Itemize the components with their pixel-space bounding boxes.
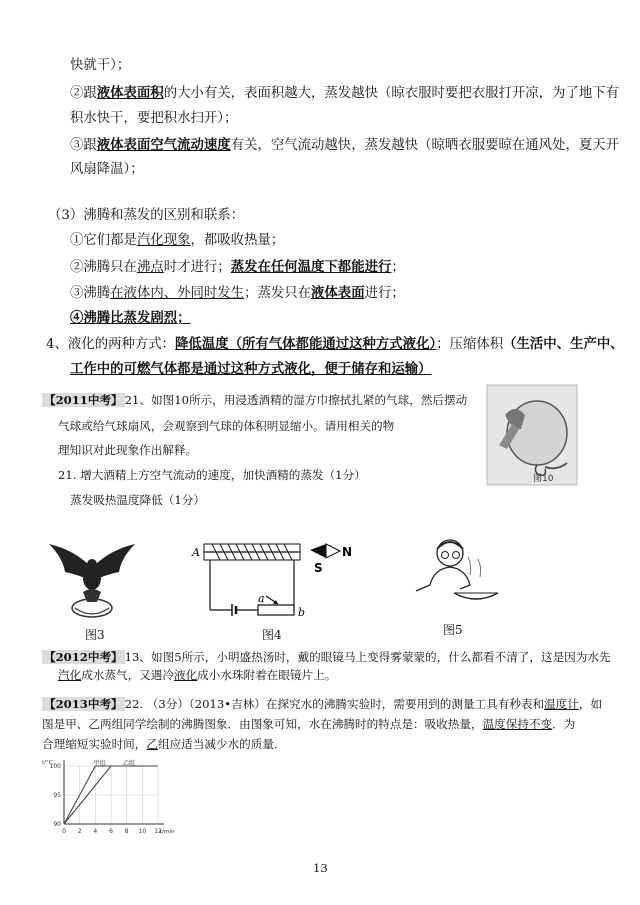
- answer-2011-line1: 21. 增大酒精上方空气流动的速度，加快酒精的蒸发（1分）: [58, 468, 366, 482]
- text-line: 积水快干，要把积水扫开）；: [70, 111, 238, 126]
- x-tick-label: 6: [109, 828, 113, 835]
- question-2012-line2: 汽化成水蒸气，又遇冷液化成小水珠附着在眼镜片上。: [58, 668, 337, 682]
- svg-text:图10: 图10: [533, 474, 554, 484]
- text-line: ②跟液体表面积的大小有关，表面积越大，蒸发越快（晾衣服时要把衣服打开凉，为了地下有: [70, 85, 620, 101]
- question-2011-line3: 理知识对此现象作出解释。: [58, 443, 198, 457]
- label-a-slider: a: [258, 592, 265, 605]
- text-line: ①它们都是汽化现象，都吸收热量；: [70, 233, 285, 248]
- x-axis-label: t/min: [160, 829, 175, 835]
- question-2012-line1: 【2012中考】 13、如图5所示，小明盛热汤时，戴的眼镜马上变得雾蒙蒙的，什么都看不清了，这是因为水先: [44, 650, 611, 664]
- text-line: ③沸腾在液体内、外同时发生；蒸发只在液体表面进行；: [70, 285, 405, 301]
- text-line: 4、液化的两种方式：降低温度（所有气体都能通过这种方式液化）；压缩体积（生活中、生产中、: [46, 336, 624, 352]
- text-line: 风扇降温）；: [70, 162, 144, 177]
- label-s-pole: S: [314, 561, 323, 575]
- question-2011-line2: 气球或给气球扇风，会观察到气球的体积明显缩小。请用相关的物: [58, 419, 395, 433]
- y-tick-label: 90: [53, 821, 61, 828]
- figure-3-caption: 图3: [85, 628, 105, 642]
- section-heading: （3）沸腾和蒸发的区别和联系：: [48, 208, 244, 223]
- answer-2011-line2: 蒸发吸热温度降低（1分）: [70, 493, 205, 507]
- text-line: 快就干）；: [70, 58, 131, 73]
- figure-5-caption: 图5: [443, 623, 463, 637]
- x-tick-label: 2: [77, 828, 82, 835]
- y-axis-label: t/°C: [42, 760, 53, 766]
- label-n-pole: N: [342, 545, 353, 559]
- x-tick-label: 12: [154, 828, 162, 835]
- figure-10-balloon-image: [487, 385, 577, 485]
- question-2013-line3: 合理缩短实验时间，乙组应适当减少水的质量．: [42, 737, 286, 751]
- boiling-chart: [40, 756, 175, 836]
- x-tick-label: 0: [62, 828, 66, 835]
- label-a-terminal: A: [192, 546, 200, 559]
- question-2013-line1: 【2013中考】 22. （3分）（2013•吉林）在探究水的沸腾实验时，需要用到的测量工具有秒表和温度计，如: [44, 697, 603, 711]
- text-line: ④沸腾比蒸发剧烈；: [70, 310, 191, 326]
- y-tick-label: 100: [49, 763, 61, 770]
- figure-5-boy-soup-image: [410, 535, 505, 620]
- question-2011-line1: 【2011中考】 21、如图10所示，用浸透酒精的湿方巾擦拭扎紧的气球，然后摆动: [44, 393, 468, 407]
- figure-4-circuit-diagram: [190, 540, 360, 622]
- y-tick-label: 95: [53, 792, 61, 799]
- series-label: 甲组: [93, 760, 106, 767]
- series-label: 乙组: [123, 760, 136, 767]
- x-tick-label: 8: [124, 828, 129, 835]
- figure-3-eagle-image: [45, 540, 140, 622]
- text-line: ②沸腾只在沸点时才进行；蒸发在任何温度下都能进行；: [70, 259, 405, 275]
- text-line: ③跟液体表面空气流动速度有关，空气流动越快，蒸发越快（晾晒衣服要晾在通风处，夏天开: [70, 137, 620, 153]
- x-tick-label: 10: [138, 828, 147, 835]
- x-tick-label: 4: [93, 828, 98, 835]
- label-b-slider: b: [298, 606, 306, 619]
- question-2013-line2: 图是甲、乙两组同学绘制的沸腾图象．由图象可知，水在沸腾时的特点是：吸收热量，温度保持不变．为: [42, 717, 576, 731]
- figure-4-caption: 图4: [262, 628, 282, 642]
- text-line: 工作中的可燃气体都是通过这种方式液化，便于储存和运输）: [70, 361, 432, 377]
- page-number: 13: [313, 861, 328, 875]
